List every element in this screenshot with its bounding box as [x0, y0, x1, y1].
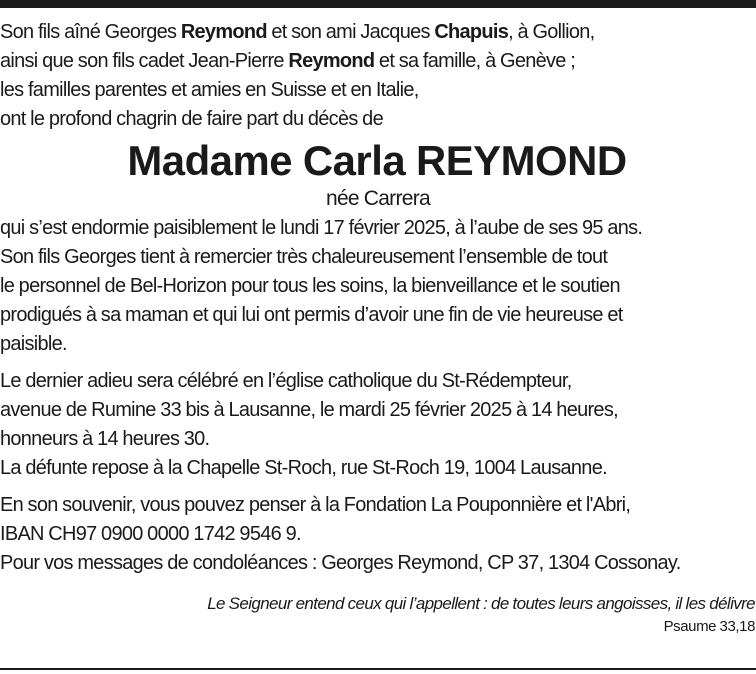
scripture-quote: Le Seigneur entend ceux qui l’appellent : de toutes leurs angoisses, il les délivre: [207, 594, 756, 613]
paragraph1-line: qui s’est endormie paisiblement le lundi 17 février 2025, à l’aube de ses 95 ans.: [0, 217, 643, 239]
maiden-name: née Carrera: [325, 187, 431, 210]
family-name-reymond: Reymond: [288, 50, 375, 72]
family-name-reymond: Reymond: [180, 21, 267, 43]
deceased-name: Madame Carla REYMOND: [127, 137, 627, 184]
intro-line-1: Son fils aîné Georges Reymond et son ami Jacques Chapuis, à Gollion,: [0, 21, 595, 43]
paragraph3-line: IBAN CH97 0900 0000 1742 9546 9.: [0, 523, 301, 545]
bottom-border-rule: [0, 668, 756, 670]
obituary-notice: [0, 18, 756, 638]
paragraph2-line: Le dernier adieu sera célébré en l’église catholique du St-Rédempteur,: [0, 370, 572, 392]
intro-line-4: ont le profond chagrin de faire part du décès de: [0, 108, 383, 130]
paragraph2-line: honneurs à 14 heures 30.: [0, 428, 210, 450]
scripture-reference: Psaume 33,18: [663, 618, 756, 635]
paragraph1-line: Son fils Georges tient à remercier très chaleureusement l’ensemble de tout: [0, 246, 608, 268]
paragraph1-line: prodigués à sa maman et qui lui ont permis d’avoir une fin de vie heureuse et: [0, 304, 623, 326]
paragraph2-line: avenue de Rumine 33 bis à Lausanne, le mardi 25 février 2025 à 14 heures,: [0, 399, 618, 421]
intro-line-2: ainsi que son fils cadet Jean-Pierre Reymond et sa famille, à Genève ;: [0, 50, 576, 72]
paragraph3-line: Pour vos messages de condoléances : Georges Reymond, CP 37, 1304 Cossonay.: [0, 552, 681, 574]
paragraph1-line: paisible.: [0, 333, 67, 355]
intro-line-3: les familles parentes et amies en Suisse et en Italie,: [0, 79, 419, 101]
paragraph1-line: le personnel de Bel-Horizon pour tous les soins, la bienveillance et le soutien: [0, 275, 620, 297]
paragraph3-line: En son souvenir, vous pouvez penser à la Fondation La Pouponnière et l'Abri,: [0, 494, 631, 516]
family-name-chapuis: Chapuis: [434, 21, 509, 43]
paragraph2-line: La défunte repose à la Chapelle St-Roch, rue St-Roch 19, 1004 Lausanne.: [0, 457, 607, 479]
top-border-rule: [0, 0, 756, 8]
